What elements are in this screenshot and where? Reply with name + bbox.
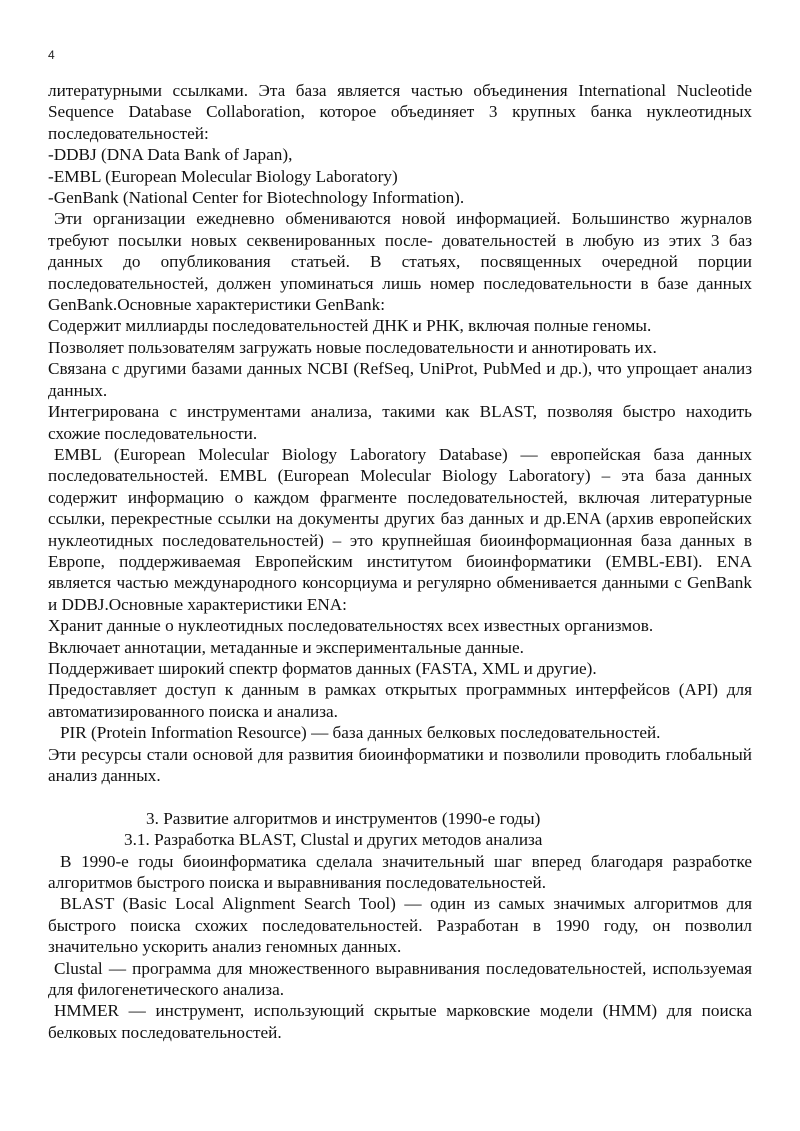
list-item: -EMBL (European Molecular Biology Laboratory) xyxy=(48,166,398,186)
subsection-heading: 3.1. Разработка BLAST, Clustal и других методов анализа xyxy=(124,830,543,850)
list-item: Предоставляет доступ к данным в рамках открытых программных интерфейсов (API) для автоматизированного поиска и анализа. xyxy=(48,680,752,721)
paragraph: литературными ссылками. Эта база является частью объединения International Nucleotide Sequence Database Collaboration, которое объединяет 3 крупных банка нуклеотидных последовательностей: xyxy=(48,81,752,143)
paragraph: Эти ресурсы стали основой для развития биоинформатики и позволили проводить глобальный анализ данных. xyxy=(48,744,752,785)
list-item: Поддерживает широкий спектр форматов данных (FASTA, XML и другие). xyxy=(48,658,597,678)
spacer xyxy=(48,786,752,807)
list-item: -DDBJ (DNA Data Bank of Japan), xyxy=(48,145,293,165)
page-body xyxy=(48,80,752,1043)
paragraph: Эти организации ежедневно обмениваются новой информацией. Большинство журналов требуют посылки новых секвенированных после- довательностей в любую из этих 3 баз данных до опубликования статьей. В статьях, посвященных очередной порции последовательностей, должен упоминаться лишь номер последовательности в базе данных GenBank.Основные характеристики GenBank: xyxy=(48,209,752,315)
page-number: 4 xyxy=(48,48,55,62)
list-item: Хранит данные о нуклеотидных последовательностях всех известных организмов. xyxy=(48,616,654,636)
paragraph: HMMER — инструмент, использующий скрытые марковские модели (HMM) для поиска белковых последовательностей. xyxy=(48,1001,752,1042)
paragraph: BLAST (Basic Local Alignment Search Tool) — один из самых значимых алгоритмов для быстрого поиска схожих последовательностей. Разработан в 1990 году, он позволил значительно ускорить анализ геномных данных. xyxy=(48,894,752,957)
paragraph: Clustal — программа для множественного выравнивания последовательностей, используемая для филогенетического анализа. xyxy=(48,958,752,1000)
list-item: Содержит миллиарды последовательностей ДНК и РНК, включая полные геномы. xyxy=(48,316,652,336)
list-item: Позволяет пользователям загружать новые последовательности и аннотировать их. xyxy=(48,337,657,357)
list-item: Связана с другими базами данных NCBI (RefSeq, UniProt, PubMed и др.), что упрощает анализ данных. xyxy=(48,359,752,400)
paragraph: EMBL (European Molecular Biology Laboratory Database) — европейская база данных последовательностей. EMBL (European Molecular Biology Laboratory) – эта база данных содержит информацию о каждом фрагменте последовательностей, включая литературные ссылки, перекрестные ссылки на документы других баз данных и др.ENA (архив европейских нуклеотидных последовательностей) – это крупнейшая биоинформационная база данных в Европе, поддерживаемая Европейским институтом биоинформатики (EMBL-EBI). ENA является частью международного консорциума и регулярно обменивается данными с GenBank и DDBJ.Основные характеристики ENA: xyxy=(48,444,752,614)
section-heading: 3. Развитие алгоритмов и инструментов (1990-е годы) xyxy=(146,808,541,828)
list-item: Включает аннотации, метаданные и экспериментальные данные. xyxy=(48,637,524,657)
paragraph: PIR (Protein Information Resource) — база данных белковых последовательностей. xyxy=(60,723,661,743)
paragraph: В 1990-е годы биоинформатика сделала значительный шаг вперед благодаря разработке алгоритмов быстрого поиска и выравнивания последовательностей. xyxy=(48,851,752,893)
list-item: Интегрирована с инструментами анализа, такими как BLAST, позволяя быстро находить схожие последовательности. xyxy=(48,402,752,443)
list-item: -GenBank (National Center for Biotechnology Information). xyxy=(48,188,465,208)
